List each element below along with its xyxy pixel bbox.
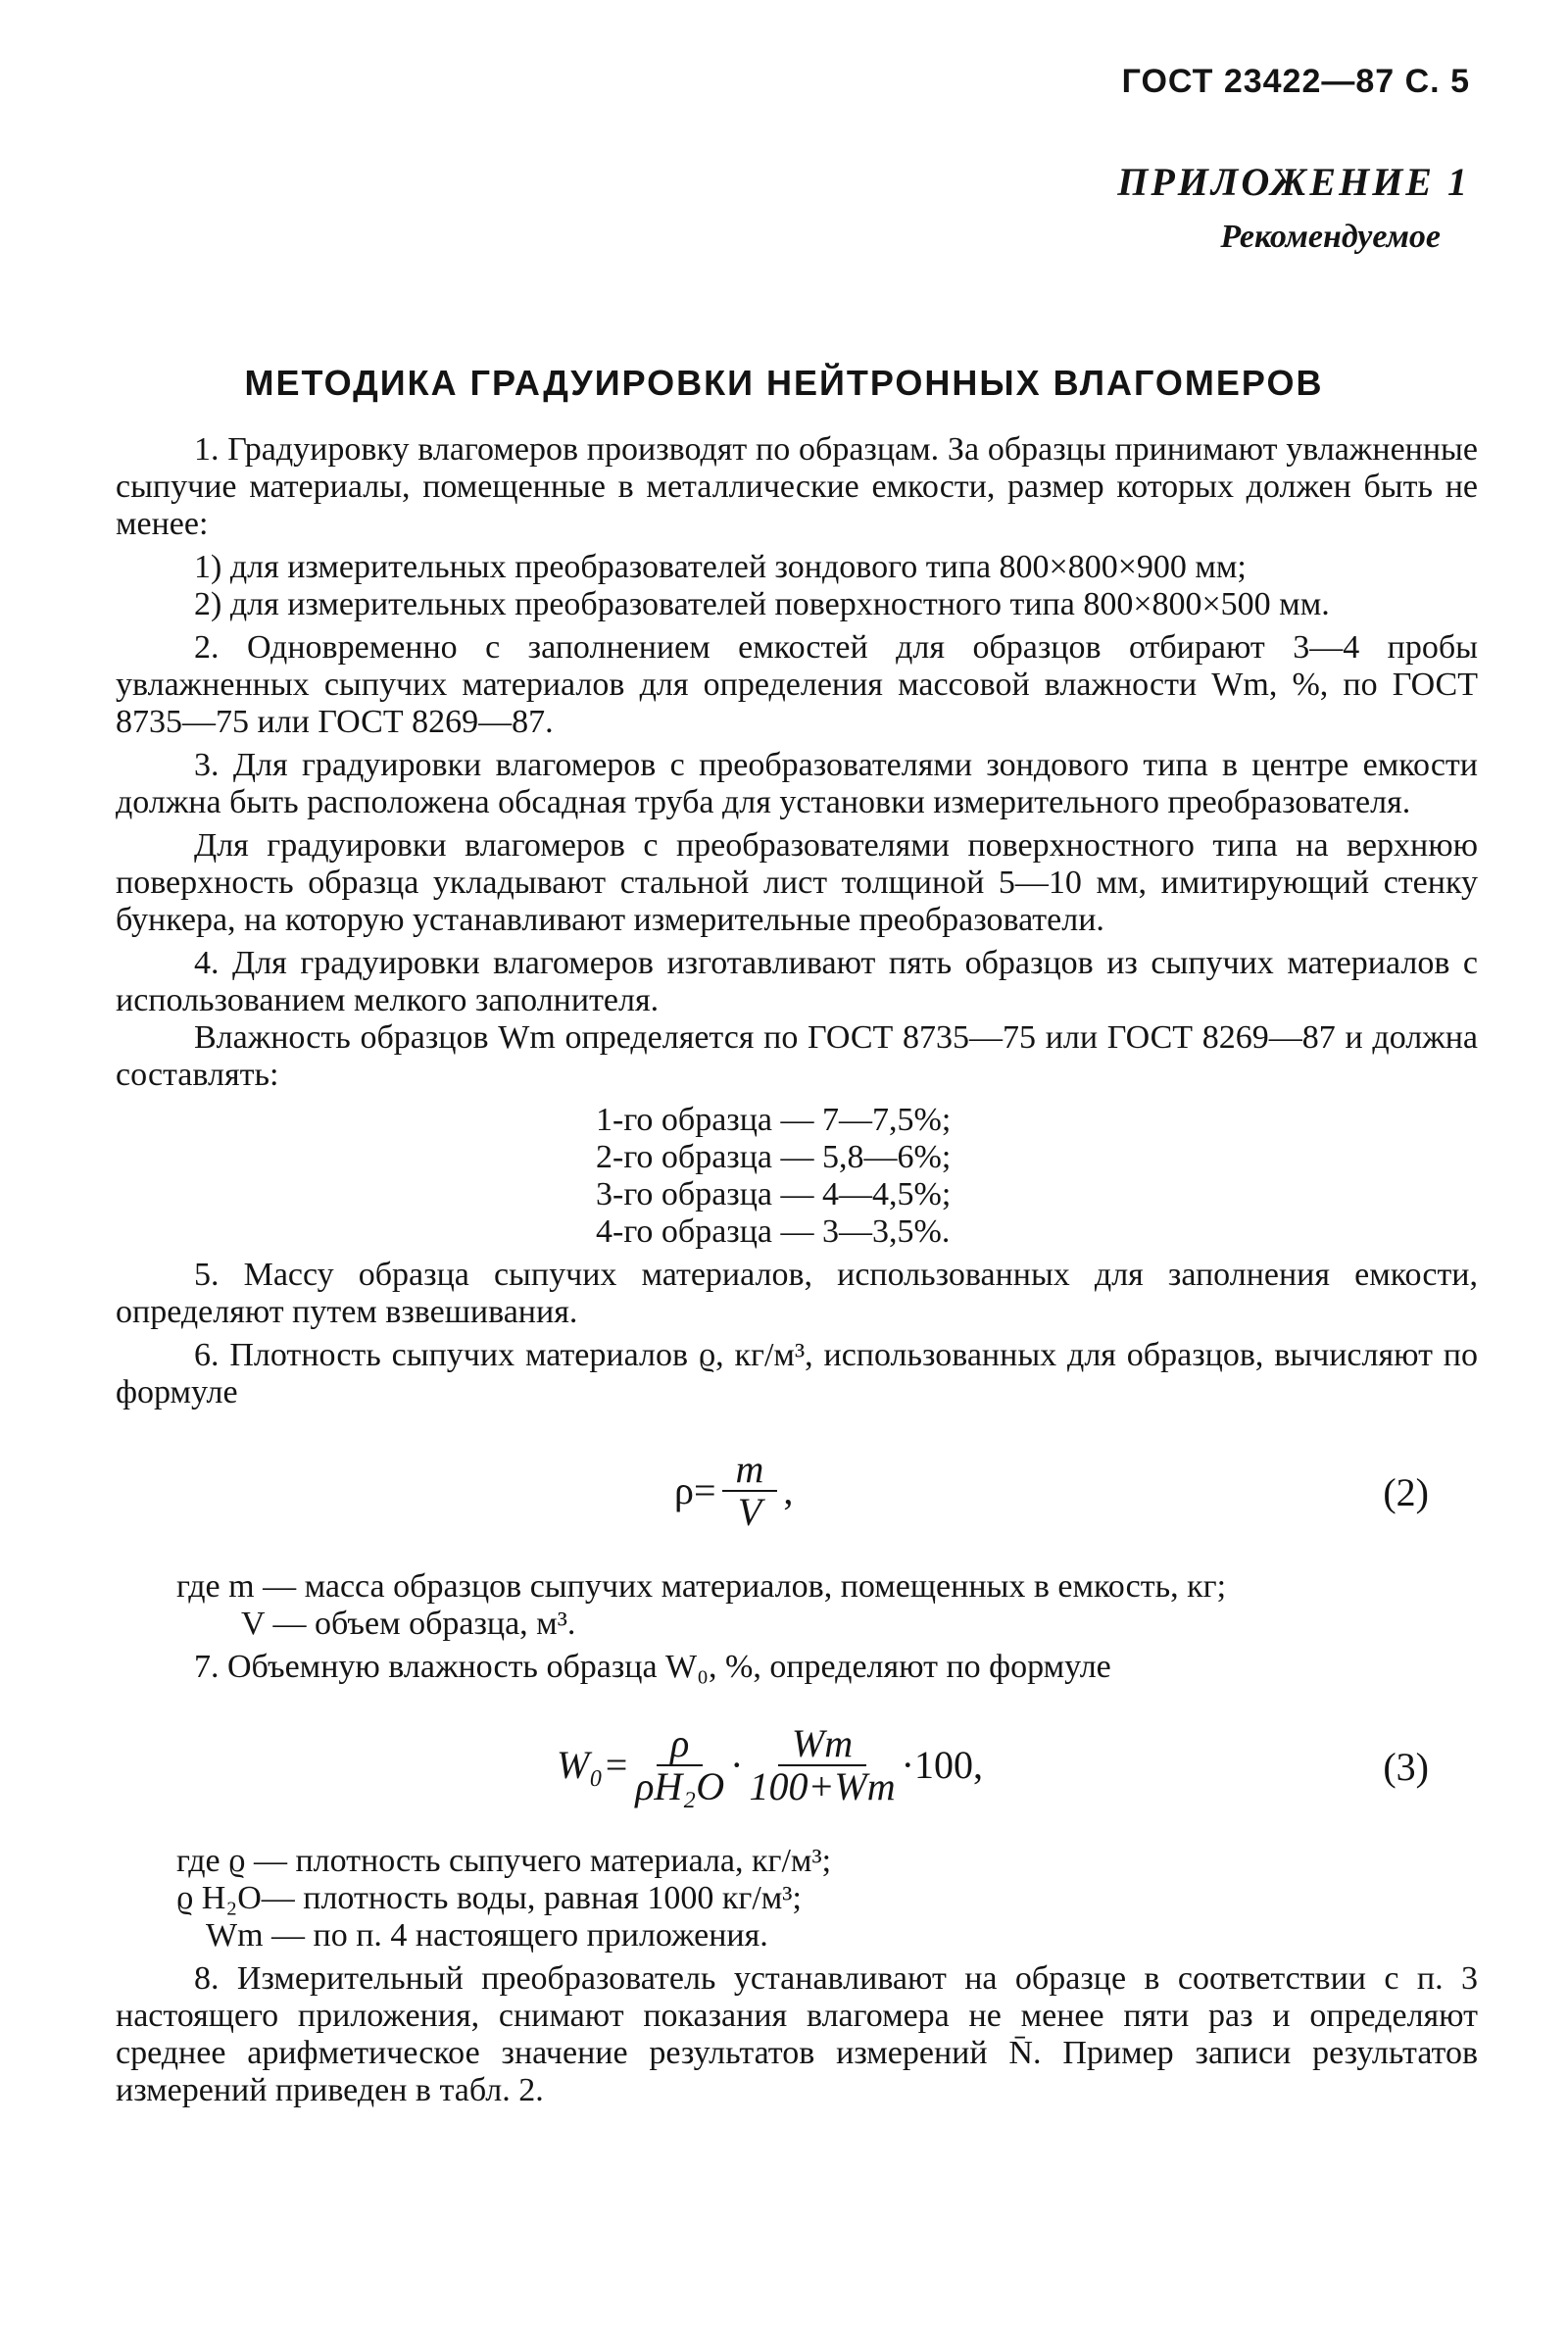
paragraph-3: 3. Для градуировки влагомеров с преобразователями зондового типа в центре емкости должна быть расположена обсадная труба для установки измерительного преобразователя. <box>116 747 1478 820</box>
formula-3-fraction-1 <box>635 1721 725 1808</box>
formula-3-where-wm: Wm — по п. 4 настоящего приложения. <box>206 1917 768 1954</box>
paragraph-1-item-a: 1) для измерительных преобразователей зондового типа 800×800×900 мм; <box>194 549 1247 585</box>
list-item: 1-го образца — 7—7,5%; <box>596 1102 952 1138</box>
formula-3-fraction-2 <box>749 1721 896 1808</box>
paragraph-6: 6. Плотность сыпучих материалов ϱ, кг/м³, использованных для образцов, вычисляют по формуле <box>116 1337 1478 1410</box>
paragraph-5: 5. Массу образца сыпучих материалов, использованных для заполнения емкости, определяют путем взвешивания. <box>116 1257 1478 1330</box>
formula-3-where-rho: где ϱ — плотность сыпучего материала, кг/м³; <box>176 1843 832 1879</box>
formula-density <box>116 1441 1478 1558</box>
paragraph-4: 4. Для градуировки влагомеров изготавливают пять образцов из сыпучих материалов с использованием мелкого заполнителя. <box>116 945 1478 1018</box>
sample-moisture-list <box>116 1102 1478 1251</box>
paragraph-1: 1. Градуировку влагомеров производят по образцам. За образцы принимают увлажненные сыпучие материалы, помещенные в металлические емкости, размер которых должен быть не менее: <box>116 431 1478 542</box>
formula-3-where-rho-water: ϱ H₂O— плотность воды, равная 1000 кг/м³; <box>176 1880 802 1916</box>
formula-3-f1-numerator: ρ <box>657 1725 703 1766</box>
formula-2-number: (2) <box>1383 1470 1429 1514</box>
list-item: 2-го образца — 5,8—6%; <box>596 1139 952 1175</box>
list-item: 3-го образца — 4—4,5%; <box>596 1176 952 1212</box>
list-item: 4-го образца — 3—3,5%. <box>596 1213 951 1250</box>
document-body <box>116 431 1478 2109</box>
formula-3-lhs: W₀= <box>557 1743 630 1787</box>
appendix-label: ПРИЛОЖЕНИЕ 1 <box>1117 160 1470 204</box>
paragraph-3-b: Для градуировки влагомеров с преобразователями поверхностного типа на верхнюю поверхность образца укладывают стальной лист толщиной 5—10 мм, имитирующий стенку бункера, на которую устанавливают измерительные преобразователи. <box>116 827 1478 938</box>
formula-2-fraction <box>722 1447 778 1534</box>
paragraph-1-item-b: 2) для измерительных преобразователей поверхностного типа 800×800×500 мм. <box>194 586 1330 622</box>
formula-volumetric-moisture <box>116 1715 1478 1833</box>
appendix-status: Рекомендуемое <box>1220 219 1441 255</box>
formula-3-f2-numerator: Wm <box>778 1725 866 1766</box>
appendix-block <box>1117 159 1470 256</box>
formula-2-denominator: V <box>737 1490 762 1534</box>
formula-2-numerator: m <box>722 1451 778 1492</box>
paragraph-2: 2. Одновременно с заполнением емкостей для образцов отбирают 3—4 пробы увлажненных сыпучих материалов для определения массовой влажности Wm, %, по ГОСТ 8735—75 или ГОСТ 8269—87. <box>116 629 1478 740</box>
paragraph-7: 7. Объемную влажность образца W₀, %, определяют по формуле <box>194 1649 1111 1685</box>
formula-3-dot: · <box>730 1743 744 1787</box>
formula-3-f1-denominator: ρH₂O <box>635 1764 725 1808</box>
paragraph-4-b: Влажность образцов Wm определяется по ГОСТ 8735—75 или ГОСТ 8269—87 и должна составлять: <box>116 1019 1478 1093</box>
formula-3-f2-denominator: 100+Wm <box>749 1764 896 1808</box>
formula-2-lhs: ρ= <box>674 1468 716 1512</box>
formula-3-tail: ·100, <box>901 1743 983 1787</box>
formula-2-tail: , <box>783 1468 794 1512</box>
formula-2-where-m: где m — масса образцов сыпучих материалов, помещенных в емкость, кг; <box>176 1568 1227 1605</box>
formula-3-number: (3) <box>1383 1745 1429 1789</box>
document-title: МЕТОДИКА ГРАДУИРОВКИ НЕЙТРОННЫХ ВЛАГОМЕРОВ <box>244 363 1324 403</box>
formula-2-where-v: V — объем образца, м³. <box>241 1606 576 1642</box>
paragraph-8: 8. Измерительный преобразователь устанавливают на образце в соответствии с п. 3 настоящего приложения, снимают показания влагомера не менее пяти раз и определяют среднее арифметическое значение результатов измерений N̄. Пример записи результатов измерений приведен в табл. 2. <box>116 1960 1478 2108</box>
page-header: ГОСТ 23422—87 С. 5 <box>1121 63 1470 100</box>
